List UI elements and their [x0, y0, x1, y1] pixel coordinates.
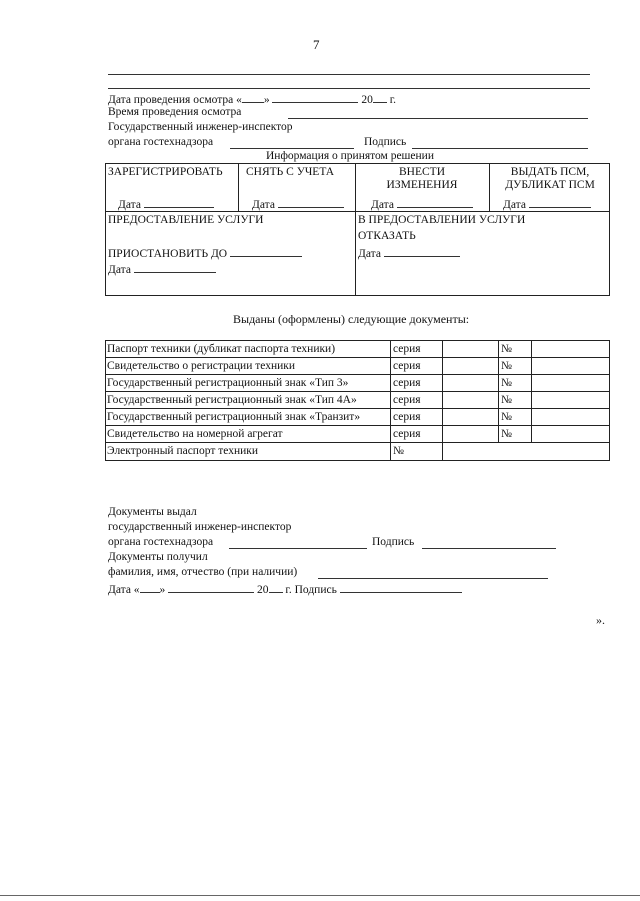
doc-row-label: Паспорт техники (дубликат паспорта техники): [107, 343, 336, 355]
issue-inspector-line2: органа гостехнадзора: [108, 536, 214, 548]
fio-field[interactable]: [318, 578, 548, 579]
issue-signature-field[interactable]: [422, 548, 556, 549]
issue-month-blank[interactable]: [168, 582, 254, 593]
issue-day-blank[interactable]: [140, 582, 160, 593]
decision-deregister[interactable]: СНЯТЬ С УЧЕТА: [246, 166, 335, 178]
issue-inspector-line1: государственный инженер-инспектор: [108, 521, 292, 533]
decision-title: Информация о принятом решении: [266, 150, 434, 162]
inspection-date-label: Дата проведения осмотра «: [108, 94, 242, 106]
inspector-signature-label: Подпись: [364, 136, 407, 148]
doc-row-label: Государственный регистрационный знак «Тип 3»: [107, 377, 349, 389]
series-label: серия: [393, 343, 421, 355]
month-blank[interactable]: [272, 92, 358, 103]
date-cell-1: Дата: [118, 197, 214, 212]
doc-row-label: Государственный регистрационный знак «Тип 4А»: [107, 394, 357, 406]
number-label: №: [501, 428, 512, 440]
top-rule-1: [108, 74, 590, 75]
doc-row-label: Государственный регистрационный знак «Транзит»: [107, 411, 361, 423]
decision-issue-psm[interactable]: ВЫДАТЬ ПСМ, ДУБЛИКАТ ПСМ: [505, 166, 595, 191]
inspector-line2: органа гостехнадзора: [108, 136, 214, 148]
issue-year-blank[interactable]: [269, 582, 283, 593]
issued-by: Документы выдал: [108, 506, 197, 518]
year-blank[interactable]: [373, 92, 387, 103]
number-label: №: [501, 360, 512, 372]
date-cell-4: Дата: [503, 197, 591, 212]
doc-row-label: Электронный паспорт техники: [107, 445, 258, 457]
number-label: №: [501, 343, 512, 355]
series-label: серия: [393, 394, 421, 406]
bottom-edge: [0, 895, 640, 896]
series-label: серия: [393, 428, 421, 440]
series-label: серия: [393, 411, 421, 423]
day-blank[interactable]: [242, 92, 264, 103]
issue-date-line: Дата « » 20 г. Подпись: [108, 582, 462, 597]
date-cell-2: Дата: [252, 197, 344, 212]
fio-label: фамилия, имя, отчество (при наличии): [108, 566, 298, 578]
decision-change[interactable]: ВНЕСТИ ИЗМЕНЕНИЯ: [386, 166, 458, 191]
suspend-line: ПРИОСТАНОВИТЬ ДО: [108, 246, 302, 261]
inspection-time-label: Время проведения осмотра: [108, 106, 242, 118]
time-field[interactable]: [288, 118, 588, 119]
number-label: №: [393, 445, 404, 457]
number-label: №: [501, 411, 512, 423]
issue-signature-label: Подпись: [372, 536, 415, 548]
series-label: серия: [393, 360, 421, 372]
inspector-name-field[interactable]: [230, 148, 354, 149]
inspector-line1: Государственный инженер-инспектор: [108, 121, 293, 133]
decision-register[interactable]: ЗАРЕГИСТРИРОВАТЬ: [108, 166, 223, 178]
service-provide[interactable]: ПРЕДОСТАВЛЕНИЕ УСЛУГИ: [108, 214, 264, 226]
service-refuse[interactable]: В ПРЕДОСТАВЛЕНИИ УСЛУГИ ОТКАЗАТЬ: [358, 214, 526, 242]
suspend-date-field[interactable]: [230, 246, 302, 257]
doc-row-label: Свидетельство на номерной агрегат: [107, 428, 283, 440]
inspector-signature-field[interactable]: [412, 148, 588, 149]
service-date-line: Дата: [108, 262, 216, 277]
inspection-date-line: Дата проведения осмотра « » 20 г.: [108, 94, 397, 106]
issue-inspector-name-field[interactable]: [229, 548, 367, 549]
date-cell-3: Дата: [371, 197, 473, 212]
closing-quote: ».: [596, 613, 605, 627]
refuse-date-line: Дата: [358, 246, 460, 261]
top-rule-2: [108, 88, 590, 89]
documents-title: Выданы (оформлены) следующие документы:: [233, 312, 470, 326]
received-by: Документы получил: [108, 551, 208, 563]
number-label: №: [501, 377, 512, 389]
series-label: серия: [393, 377, 421, 389]
doc-row-label: Свидетельство о регистрации техники: [107, 360, 296, 372]
number-label: №: [501, 394, 512, 406]
issue-final-signature-field[interactable]: [340, 582, 462, 593]
page-number: 7: [313, 37, 320, 52]
